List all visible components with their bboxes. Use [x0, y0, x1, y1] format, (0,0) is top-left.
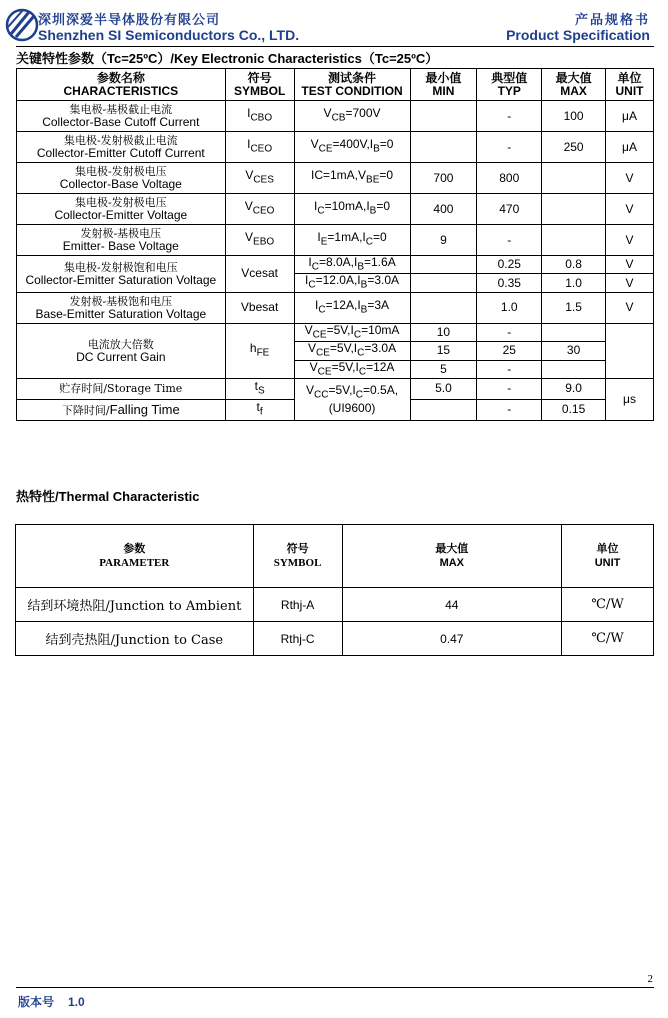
header-max: 最大值 MAX: [542, 69, 606, 101]
table-row: 集电极-发射极截止电流 Collector-Emitter Cutoff Current $I_{CEO}$ $V_{CE}=400V,I_B=0$ - 250 μA: [17, 132, 654, 163]
table-row: 结到环境热阻/Junction to Ambient Rthj-A 44 ℃/W: [16, 588, 654, 622]
footer-rule: [16, 987, 654, 988]
table-header-row: [17, 69, 654, 101]
table-row: 集电极-基极截止电流 Collector-Base Cutoff Current $I_{CBO}$ $V_{CB}=700V$ - 100 μA: [17, 101, 654, 132]
header-typ: 典型值 TYP: [477, 69, 542, 101]
header-characteristics: 参数名称 CHARACTERISTICS: [17, 69, 226, 101]
table-row: 发射极-基极饱和电压 Base-Emitter Saturation Voltage Vbesat $I_C=12A,I_B=3A$ 1.0 1.5 V: [17, 292, 654, 323]
version-number: 1.0: [68, 995, 85, 1009]
header-rule: [16, 46, 654, 47]
version-info: 版本号 1.0: [18, 995, 85, 1009]
table-row: 集电极-发射极电压 Collector-Base Voltage $V_{CES}$ $IC=1mA,V_{BE}=0$ 700 800 V: [17, 163, 654, 194]
header-max: 最大值 MAX: [342, 525, 562, 588]
company-name-en: Shenzhen SI Semiconductors Co., LTD.: [38, 27, 300, 43]
table-row: $I_C=12.0A,I_B=3.0A$ 0.35 1.0 V: [17, 274, 654, 292]
company-logo-icon: [5, 8, 39, 42]
key-section-title: 关键特性参数（Tc=25ºC）/Key Electronic Characteristics（Tc=25ºC）: [16, 51, 439, 66]
table-row: 集电极-发射极饱和电压 Collector-Emitter Saturation Voltage Vcesat $I_C=8.0A,I_B=1.6A$ 0.25 0.8 V: [17, 256, 654, 274]
header-parameter: 参数 PARAMETER: [16, 525, 254, 588]
doc-type-en: Product Specification: [506, 27, 650, 43]
table-row: $V_{CE}=5V,I_C=12A$ 5 -: [17, 360, 654, 378]
company-name-cn: 深圳深爱半导体股份有限公司: [38, 12, 221, 27]
header-symbol: 符号 SYMBOL: [253, 525, 342, 588]
table-row: 集电极-发射极电压 Collector-Emitter Voltage $V_{CEO}$ $I_C=10mA,I_B=0$ 400 470 V: [17, 194, 654, 225]
table-row: 贮存时间/Storage Time $t_S$ $V_{CC}=5V,I_C=0.5A$, (UI9600) 5.0 - 9.0 μs: [17, 378, 654, 399]
header-test-condition: 测试条件 TEST CONDITION: [294, 69, 410, 101]
header-unit: 单位 UNIT: [606, 69, 654, 101]
table-row: 电流放大倍数 DC Current Gain $h_{FE}$ $V_{CE}=5V,I_C=10mA$ 10 -: [17, 323, 654, 341]
header-symbol: 符号 SYMBOL: [225, 69, 294, 101]
key-characteristics-table: [16, 68, 654, 421]
doc-type-cn: 产品规格书: [574, 12, 650, 27]
table-row: 结到壳热阻/Junction to Case Rthj-C 0.47 ℃/W: [16, 622, 654, 656]
table-row: 下降时间/Falling Time $t_f$ - 0.15: [17, 399, 654, 420]
header-min: 最小值 MIN: [410, 69, 477, 101]
table-row: $V_{CE}=5V,I_C=3.0A$ 15 25 30: [17, 342, 654, 360]
thermal-section-title: 热特性/Thermal Characteristic: [16, 489, 200, 504]
table-row: 发射极-基极电压 Emitter- Base Voltage $V_{EBO}$ $I_E=1mA,I_C=0$ 9 - V: [17, 225, 654, 256]
table-header-row: [16, 525, 654, 588]
thermal-characteristics-table: [15, 524, 654, 656]
page-number: 2: [647, 973, 653, 985]
header-unit: 单位 UNIT: [562, 525, 654, 588]
